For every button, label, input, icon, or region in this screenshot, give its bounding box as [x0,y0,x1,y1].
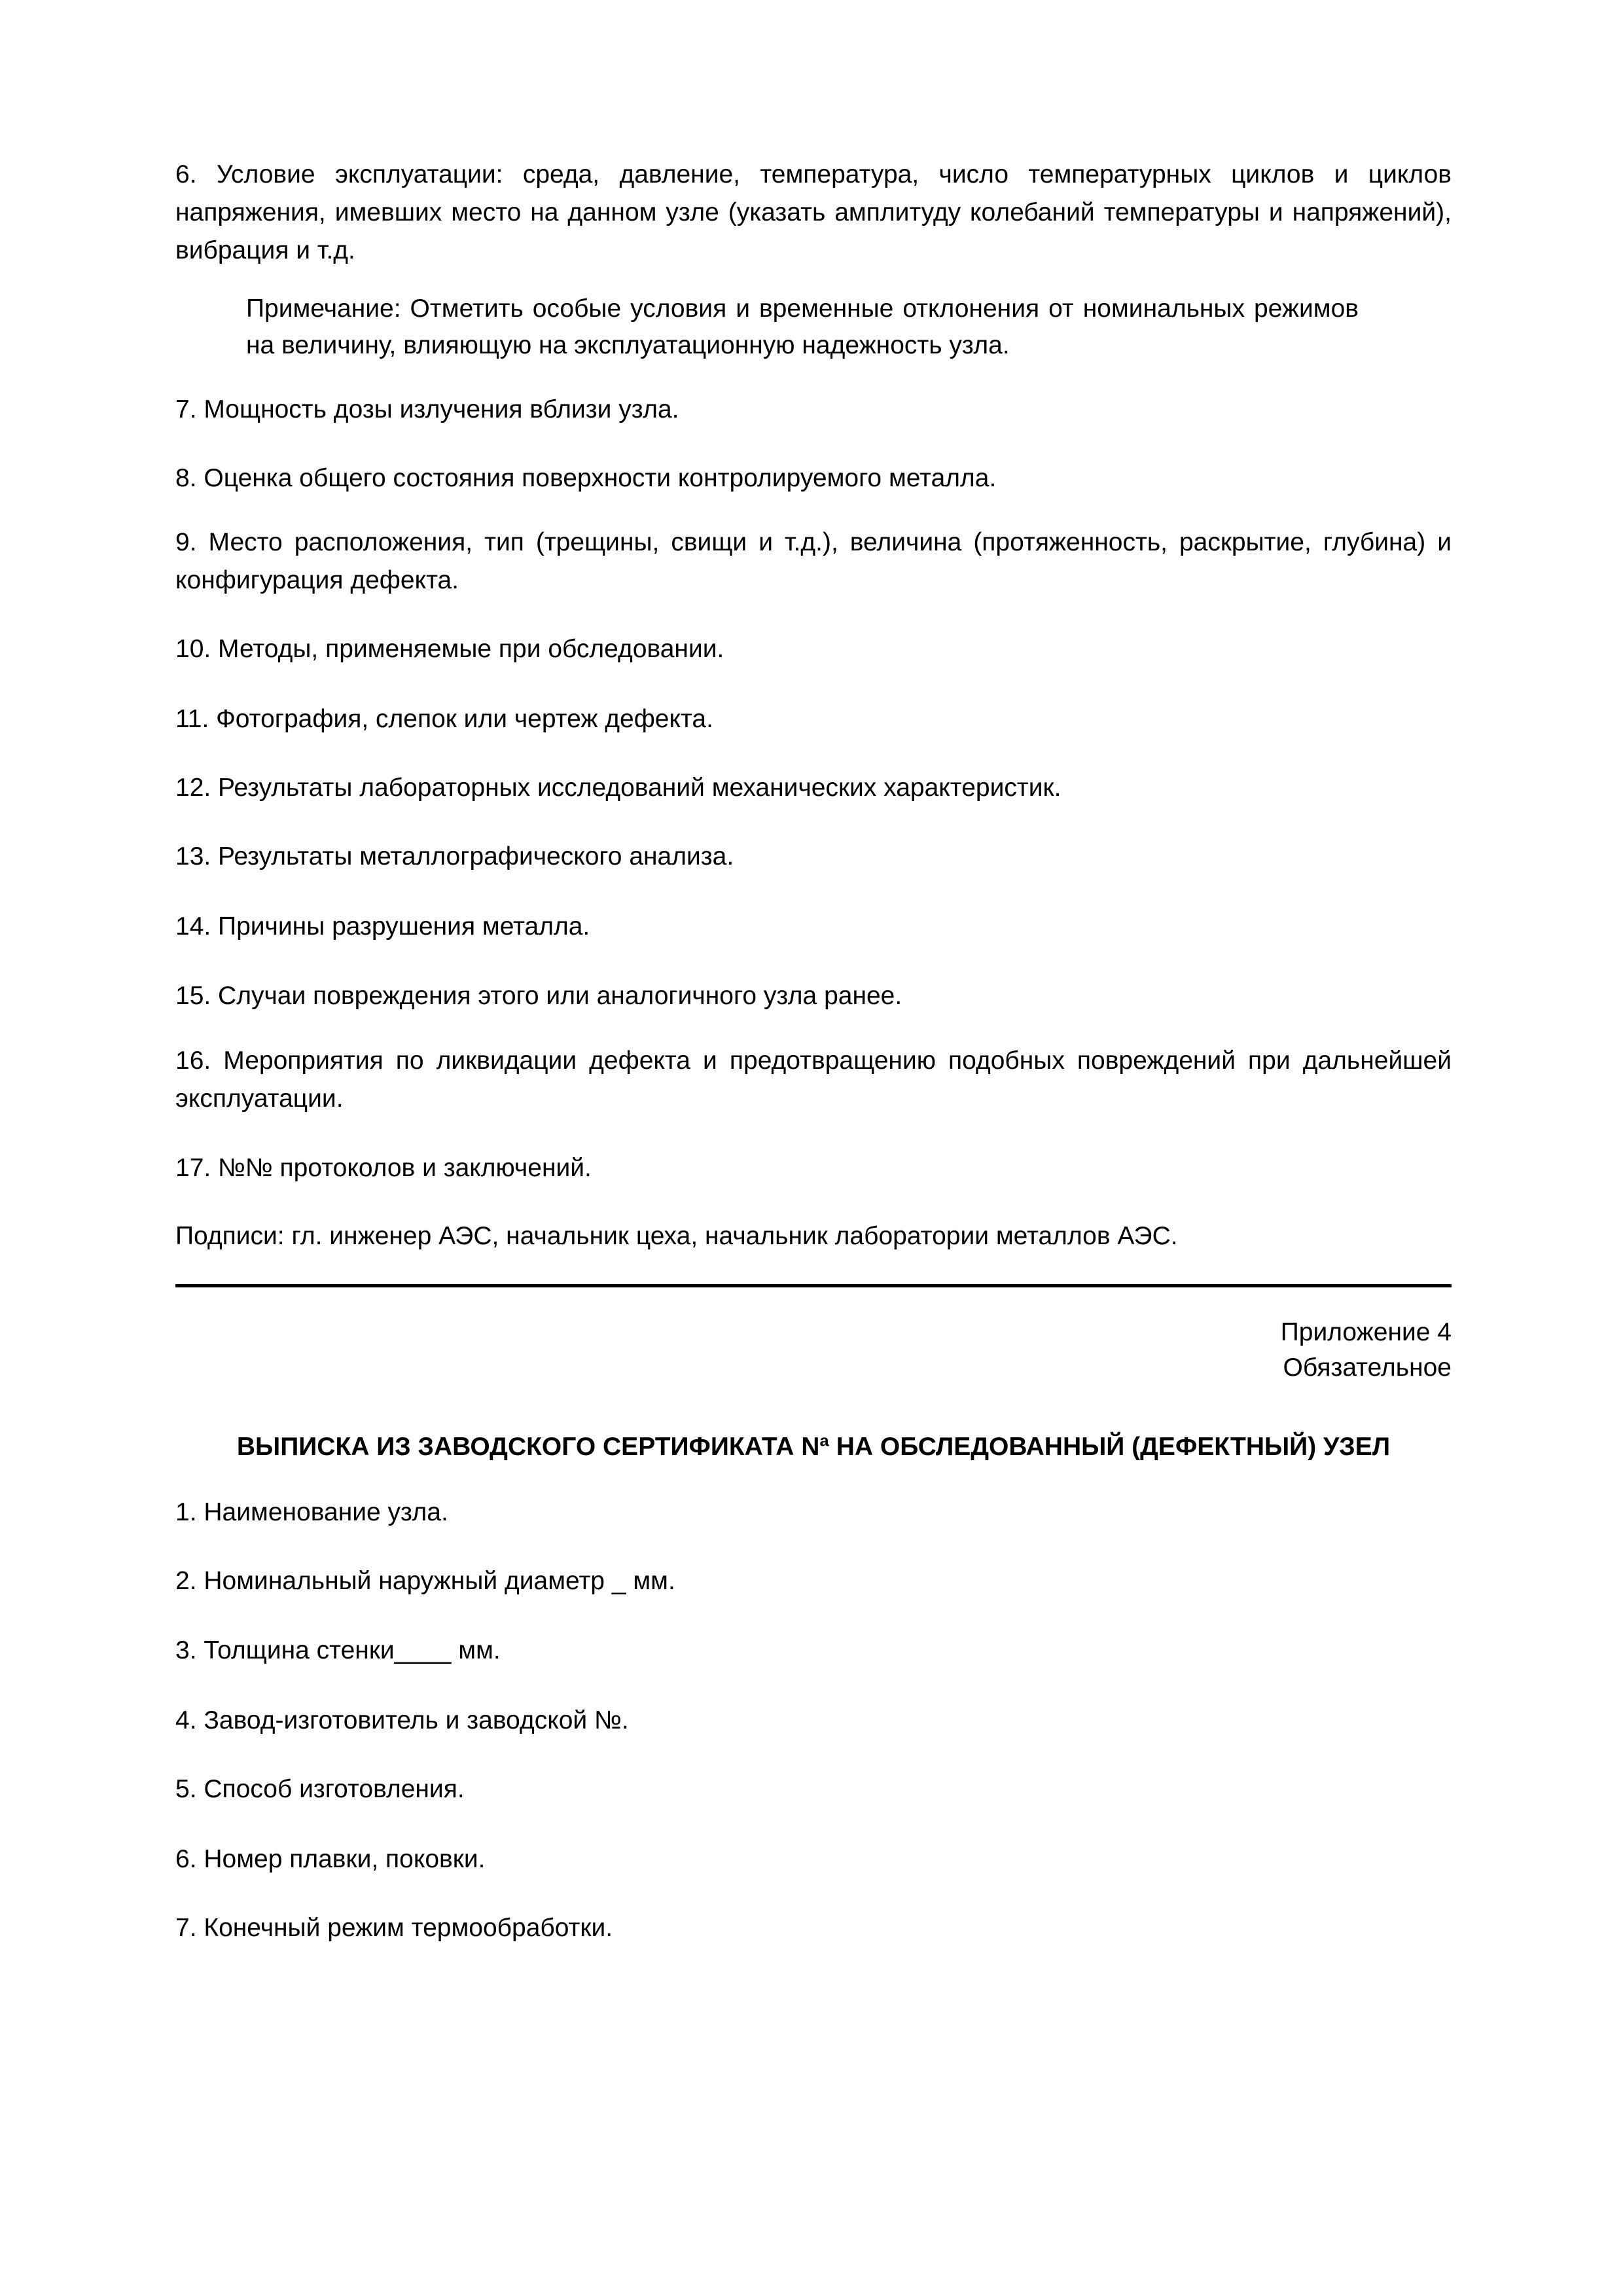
signatures-line: Подписи: гл. инженер АЭС, начальник цеха, начальник лаборатории металлов АЭС. [175,1222,1178,1250]
item-8-surface-condition: 8. Оценка общего состояния поверхности контролируемого металла. [175,464,997,492]
item-17-protocols: 17. №№ протоколов и заключений. [175,1154,592,1182]
cert-item-5-method: 5. Способ изготовления. [175,1775,465,1803]
appendix-label: Приложение 4 [1280,1318,1452,1346]
note-remark: Примечание: Отметить особые условия и временные отклонения от номинальных режимов на величину, влияющую на эксплуатационную надежность узла. [246,295,1359,359]
item-13-metallography: 13. Результаты металлографического анализа. [175,842,734,870]
cert-item-6-heat-number: 6. Номер плавки, поковки. [175,1845,486,1873]
section-divider [175,1284,1452,1287]
cert-item-4-manufacturer: 4. Завод-изготовитель и заводской №. [175,1706,629,1734]
item-6-operating-conditions: 6. Условие эксплуатации: среда, давление, температура, число температурных циклов и циклов напряжения, имевших место на данном узле (указать амплитуду колебаний температуры и напряжений), вибрация и т.д. [175,160,1452,264]
item-14-failure-causes: 14. Причины разрушения металла. [175,912,590,941]
item-16-remedial-measures: 16. Мероприятия по ликвидации дефекта и предотвращению подобных повреждений при дальнейшей эксплуатации. [175,1047,1452,1113]
item-12-lab-results: 12. Результаты лабораторных исследований механических характеристик. [175,774,1061,802]
cert-item-3-wall-thickness: 3. Толщина стенки____ мм. [175,1636,501,1664]
cert-item-2-diameter: 2. Номинальный наружный диаметр _ мм. [175,1567,675,1595]
item-7-radiation-dose: 7. Мощность дозы излучения вблизи узла. [175,395,679,423]
item-11-defect-photo: 11. Фотография, слепок или чертеж дефекта. [175,705,713,733]
appendix-status: Обязательное [1283,1354,1452,1382]
item-15-previous-damage: 15. Случаи повреждения этого или аналогичного узла ранее. [175,982,902,1010]
cert-item-7-heat-treatment: 7. Конечный режим термообработки. [175,1914,613,1942]
certificate-extract-heading: ВЫПИСКА ИЗ ЗАВОДСКОГО СЕРТИФИКАТА Nª НА ОБСЛЕДОВАННЫЙ (ДЕФЕКТНЫЙ) УЗЕЛ [236,1433,1391,1461]
item-9-defect-location: 9. Место расположения, тип (трещины, свищи и т.д.), величина (протяженность, раскрытие, глубина) и конфигурация дефекта. [175,528,1452,594]
item-10-inspection-methods: 10. Методы, применяемые при обследовании. [175,635,724,663]
cert-item-1-name: 1. Наименование узла. [175,1498,448,1526]
